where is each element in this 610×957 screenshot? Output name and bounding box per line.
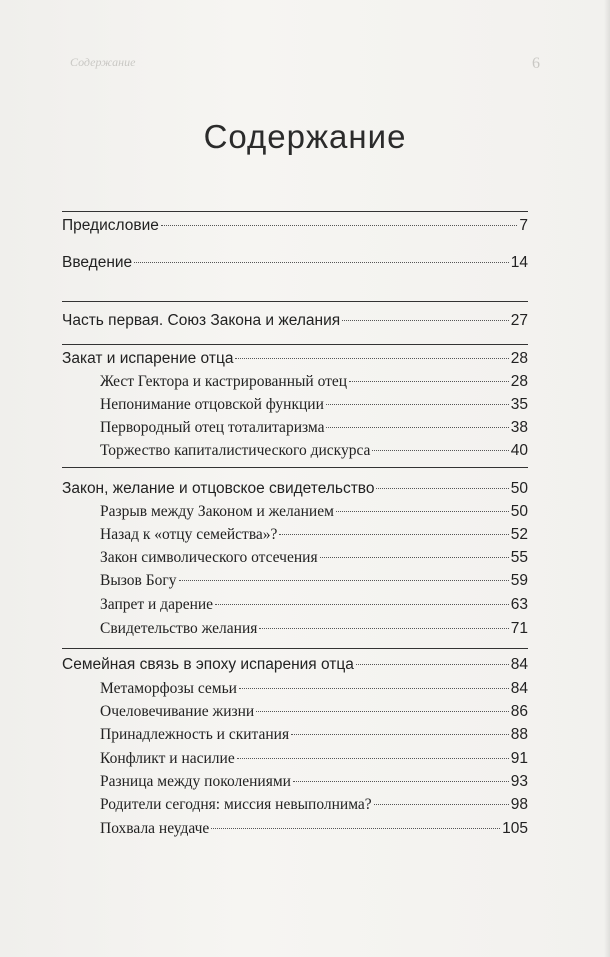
- bleed-through-header: [70, 55, 540, 73]
- toc-entry-title: Родители сегодня: миссия невыполнима?: [100, 796, 372, 813]
- toc-entry-page: 84: [510, 656, 528, 673]
- toc-entry-title: Очеловечивание жизни: [100, 703, 255, 720]
- toc-subentry[interactable]: [100, 596, 528, 616]
- toc-entry-title: Закат и испарение отца: [62, 350, 234, 367]
- toc-entry-title: Торжество капиталистического дискурса: [100, 442, 371, 459]
- dot-leader: [161, 225, 518, 226]
- dot-leader: [374, 804, 509, 805]
- toc-entry-page: 59: [510, 572, 528, 589]
- toc-entry-page: 50: [510, 480, 528, 497]
- toc-subentry[interactable]: [100, 373, 528, 393]
- toc-entry-page: 71: [510, 620, 528, 637]
- toc-entry[interactable]: [62, 217, 528, 237]
- toc-entry-title: Вызов Богу: [100, 572, 177, 589]
- toc-entry-title: Назад к «отцу семейства»?: [100, 526, 278, 543]
- toc-entry-title: Похвала неудаче: [100, 820, 210, 837]
- dot-leader: [326, 404, 509, 405]
- toc-subentry[interactable]: [100, 526, 528, 546]
- toc-subentry[interactable]: [100, 820, 528, 840]
- toc-entry-page: 55: [510, 549, 528, 566]
- dot-leader: [342, 320, 509, 321]
- toc-subentry[interactable]: [100, 572, 528, 592]
- toc-entry-title: Первородный отец тоталитаризма: [100, 419, 325, 436]
- toc-entry-page: 52: [510, 526, 528, 543]
- toc-entry-page: 28: [510, 350, 528, 367]
- page-edge-shadow: [604, 0, 610, 957]
- toc-subentry[interactable]: [100, 419, 528, 439]
- dot-leader: [235, 358, 508, 359]
- toc-entry-page: 40: [510, 442, 528, 459]
- dot-leader: [293, 781, 509, 782]
- toc-subentry[interactable]: [100, 680, 528, 700]
- toc-entry-page: 91: [510, 750, 528, 767]
- top-rule: [62, 211, 528, 212]
- toc-chapter-entry[interactable]: [62, 350, 528, 370]
- toc-entry-title: Закон символического отсечения: [100, 549, 318, 566]
- toc-entry-title: Закон, желание и отцовское свидетельство: [62, 480, 375, 497]
- dot-leader: [291, 734, 509, 735]
- toc-subentry[interactable]: [100, 703, 528, 723]
- toc-entry-page: 7: [519, 217, 528, 234]
- toc-subentry[interactable]: [100, 796, 528, 816]
- section-rule: [62, 467, 528, 468]
- toc-entry-page: 27: [510, 312, 528, 329]
- toc-entry-title: Разрыв между Законом и желанием: [100, 503, 334, 520]
- toc-entry-title: Запрет и дарение: [100, 596, 214, 613]
- dot-leader: [237, 758, 509, 759]
- dot-leader: [356, 664, 509, 665]
- section-rule: [62, 344, 528, 345]
- dot-leader: [320, 557, 509, 558]
- toc-entry-title: Метаморфозы семьи: [100, 680, 237, 697]
- dot-leader: [134, 262, 509, 263]
- toc-entry-title: Принадлежность и скитания: [100, 726, 290, 743]
- dot-leader: [256, 711, 509, 712]
- toc-entry-page: 98: [510, 796, 528, 813]
- toc-entry-page: 14: [510, 254, 528, 271]
- toc-part-entry[interactable]: [62, 312, 528, 332]
- toc-entry-page: 35: [510, 396, 528, 413]
- toc-entry-page: 63: [510, 596, 528, 613]
- page-title: Содержание: [203, 118, 407, 155]
- toc-entry-page: 88: [510, 726, 528, 743]
- toc-entry-title: Разница между поколениями: [100, 773, 291, 790]
- toc-subentry[interactable]: [100, 549, 528, 569]
- toc-subentry[interactable]: [100, 620, 528, 640]
- toc-entry-page: 86: [510, 703, 528, 720]
- toc-entry-page: 28: [510, 373, 528, 390]
- dot-leader: [372, 450, 508, 451]
- toc-entry-title: Семейная связь в эпоху испарения отца: [62, 656, 354, 673]
- toc-entry-title: Непонимание отцовской функции: [100, 396, 324, 413]
- bleed-header-text: Содержание: [70, 55, 136, 69]
- toc-entry-title: Часть первая. Союз Закона и желания: [62, 312, 341, 329]
- dot-leader: [326, 427, 508, 428]
- toc-entry-page: 105: [502, 820, 528, 837]
- section-rule: [62, 301, 528, 302]
- toc-entry-page: 38: [510, 419, 528, 436]
- toc-subentry[interactable]: [100, 396, 528, 416]
- dot-leader: [259, 628, 508, 629]
- dot-leader: [239, 688, 509, 689]
- toc-subentry[interactable]: [100, 442, 528, 462]
- toc-entry-page: 50: [510, 503, 528, 520]
- toc-entry-title: Конфликт и насилие: [100, 750, 235, 767]
- toc-subentry[interactable]: [100, 750, 528, 770]
- toc-subentry[interactable]: [100, 726, 528, 746]
- dot-leader: [336, 511, 509, 512]
- dot-leader: [215, 604, 509, 605]
- toc-entry-title: Свидетельство желания: [100, 620, 258, 637]
- dot-leader: [211, 828, 500, 829]
- dot-leader: [349, 381, 509, 382]
- dot-leader: [279, 534, 508, 535]
- toc-chapter-entry[interactable]: [62, 656, 528, 676]
- toc-entry-page: 84: [510, 680, 528, 697]
- toc-entry-title: Предисловие: [62, 217, 159, 234]
- toc-entry-title: Введение: [62, 254, 133, 271]
- toc-entry[interactable]: [62, 254, 528, 274]
- dot-leader: [376, 488, 508, 489]
- section-rule: [62, 648, 528, 649]
- toc-entry-page: 93: [510, 773, 528, 790]
- toc-chapter-entry[interactable]: [62, 480, 528, 500]
- toc-subentry[interactable]: [100, 773, 528, 793]
- toc-subentry[interactable]: [100, 503, 528, 523]
- toc-entry-title: Жест Гектора и кастрированный отец: [100, 373, 348, 390]
- bleed-header-page: 6: [532, 55, 540, 72]
- dot-leader: [179, 580, 509, 581]
